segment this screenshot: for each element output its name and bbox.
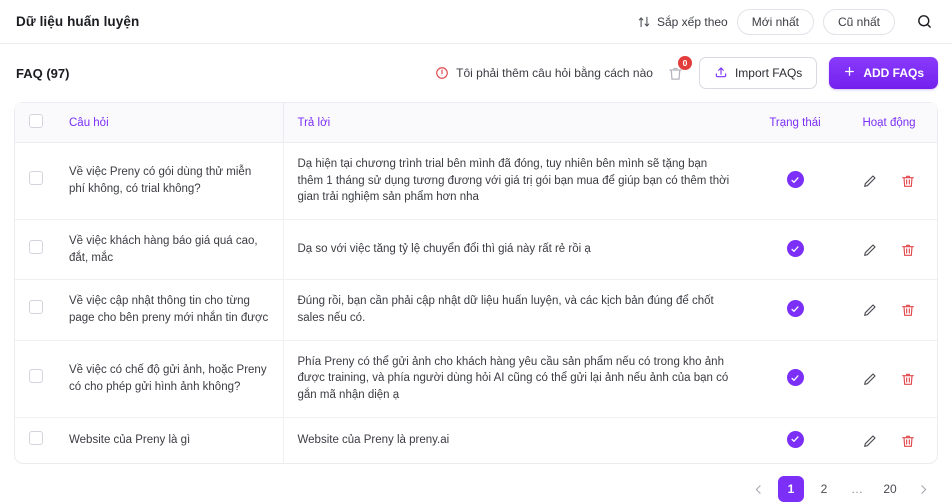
sort-label: Sắp xếp theo (657, 14, 728, 29)
trash-count-badge: 0 (678, 56, 692, 70)
select-all-header (15, 103, 55, 143)
row-select-cell (15, 340, 55, 417)
row-checkbox[interactable] (29, 240, 43, 254)
row-status (749, 143, 841, 220)
row-checkbox[interactable] (29, 369, 43, 383)
row-question: Về việc khách hàng báo giá quá cao, đắt, mắc (55, 220, 283, 280)
delete-icon[interactable] (900, 433, 916, 449)
plus-icon (843, 65, 856, 81)
status-active-icon (787, 171, 804, 188)
upload-icon (714, 65, 728, 82)
row-actions (841, 220, 937, 280)
chevron-right-icon[interactable] (910, 476, 936, 502)
sort-arrows-icon (637, 15, 651, 29)
edit-icon[interactable] (862, 371, 878, 387)
column-header-question: Câu hỏi (55, 103, 283, 143)
status-active-icon (787, 431, 804, 448)
row-select-cell (15, 280, 55, 340)
import-faqs-button[interactable] (699, 57, 817, 89)
row-answer: Website của Preny là preny.ai (297, 434, 450, 447)
row-status (749, 220, 841, 280)
row-status (749, 280, 841, 340)
table-row (15, 220, 937, 280)
help-hint-label: Tôi phải thêm câu hỏi bằng cách nào (456, 66, 653, 80)
row-actions (841, 417, 937, 463)
row-actions (841, 340, 937, 417)
row-answer: Dạ hiện tại chương trình trial bên mình đã đóng, tuy nhiên bên mình sẽ tặng bạn thêm 1 tháng sử dụng tương đương với giá trị gói bạn mua để giúp bạn có thêm thời gian trải nghiệm sản phẩm hơn nha (283, 143, 749, 220)
row-checkbox[interactable] (29, 171, 43, 185)
delete-icon[interactable] (900, 242, 916, 258)
top-bar (0, 0, 952, 44)
filter-chip-oldest[interactable]: Cũ nhất (823, 9, 895, 35)
toolbar-actions (435, 57, 938, 89)
edit-icon[interactable] (862, 302, 878, 318)
row-answer: Đúng rồi, bạn cần phải cập nhật dữ liệu huấn luyện, và các kịch bản đúng để chốt sales nếu có. (283, 280, 749, 340)
table-row (15, 417, 937, 463)
table-row (15, 280, 937, 340)
faq-count-label: FAQ (97) (16, 65, 70, 81)
select-all-checkbox[interactable] (29, 114, 43, 128)
import-faqs-label: Import FAQs (734, 66, 803, 80)
row-select-cell (15, 220, 55, 280)
status-active-icon (787, 369, 804, 386)
toolbar (0, 44, 952, 102)
faq-table (14, 102, 938, 464)
sort-control[interactable] (637, 15, 728, 29)
page-button-20[interactable]: 20 (883, 482, 897, 497)
row-checkbox[interactable] (29, 300, 43, 314)
filter-chip-newest[interactable]: Mới nhất (737, 9, 814, 35)
page-button-1[interactable]: 1 (778, 476, 804, 502)
row-question: Website của Preny là gì (55, 417, 283, 463)
row-question: Về việc cập nhật thông tin cho từng page cho bên preny mới nhắn tin được (55, 280, 283, 340)
table-header-row (15, 103, 937, 143)
delete-icon[interactable] (900, 173, 916, 189)
page-ellipsis: … (851, 482, 863, 497)
row-status (749, 340, 841, 417)
delete-icon[interactable] (900, 302, 916, 318)
column-header-actions: Hoạt động (841, 103, 937, 143)
trash-icon[interactable] (665, 58, 688, 84)
pagination (0, 464, 952, 502)
add-faqs-button[interactable] (829, 57, 938, 89)
edit-icon[interactable] (862, 242, 878, 258)
edit-icon[interactable] (862, 173, 878, 189)
delete-icon[interactable] (900, 371, 916, 387)
page-button-2[interactable]: 2 (820, 482, 828, 497)
column-header-answer: Trả lời (283, 103, 749, 143)
row-answer: Phía Preny có thể gửi ảnh cho khách hàng yêu cầu sản phẩm nếu có trong kho ảnh được training, và phía người dùng hỏi AI cũng có thể gửi lại ảnh nếu ảnh của bạn có gắn mã nhận diện ạ (283, 340, 749, 417)
row-actions (841, 280, 937, 340)
chevron-left-icon[interactable] (745, 476, 771, 502)
search-icon[interactable] (910, 8, 938, 36)
table-row (15, 340, 937, 417)
top-bar-controls (637, 8, 938, 36)
row-actions (841, 143, 937, 220)
row-status (749, 417, 841, 463)
table-body (15, 143, 937, 464)
row-question: Về việc Preny có gói dùng thử miễn phí không, có trial không? (55, 143, 283, 220)
status-active-icon (787, 300, 804, 317)
row-checkbox[interactable] (29, 431, 43, 445)
row-select-cell (15, 143, 55, 220)
edit-icon[interactable] (862, 433, 878, 449)
alert-circle-icon (435, 66, 449, 80)
table-row (15, 143, 937, 220)
row-select-cell (15, 417, 55, 463)
row-question: Về việc có chế độ gửi ảnh, hoặc Preny có cho phép gửi hình ảnh không? (55, 340, 283, 417)
help-hint[interactable] (435, 66, 653, 80)
page-title: Dữ liệu huấn luyện (16, 14, 140, 29)
column-header-status: Trạng thái (749, 103, 841, 143)
add-faqs-label: ADD FAQs (863, 66, 924, 80)
status-active-icon (787, 240, 804, 257)
row-answer: Dạ so với việc tăng tỷ lệ chuyển đổi thì giá này rất rẻ rồi ạ (283, 220, 749, 280)
